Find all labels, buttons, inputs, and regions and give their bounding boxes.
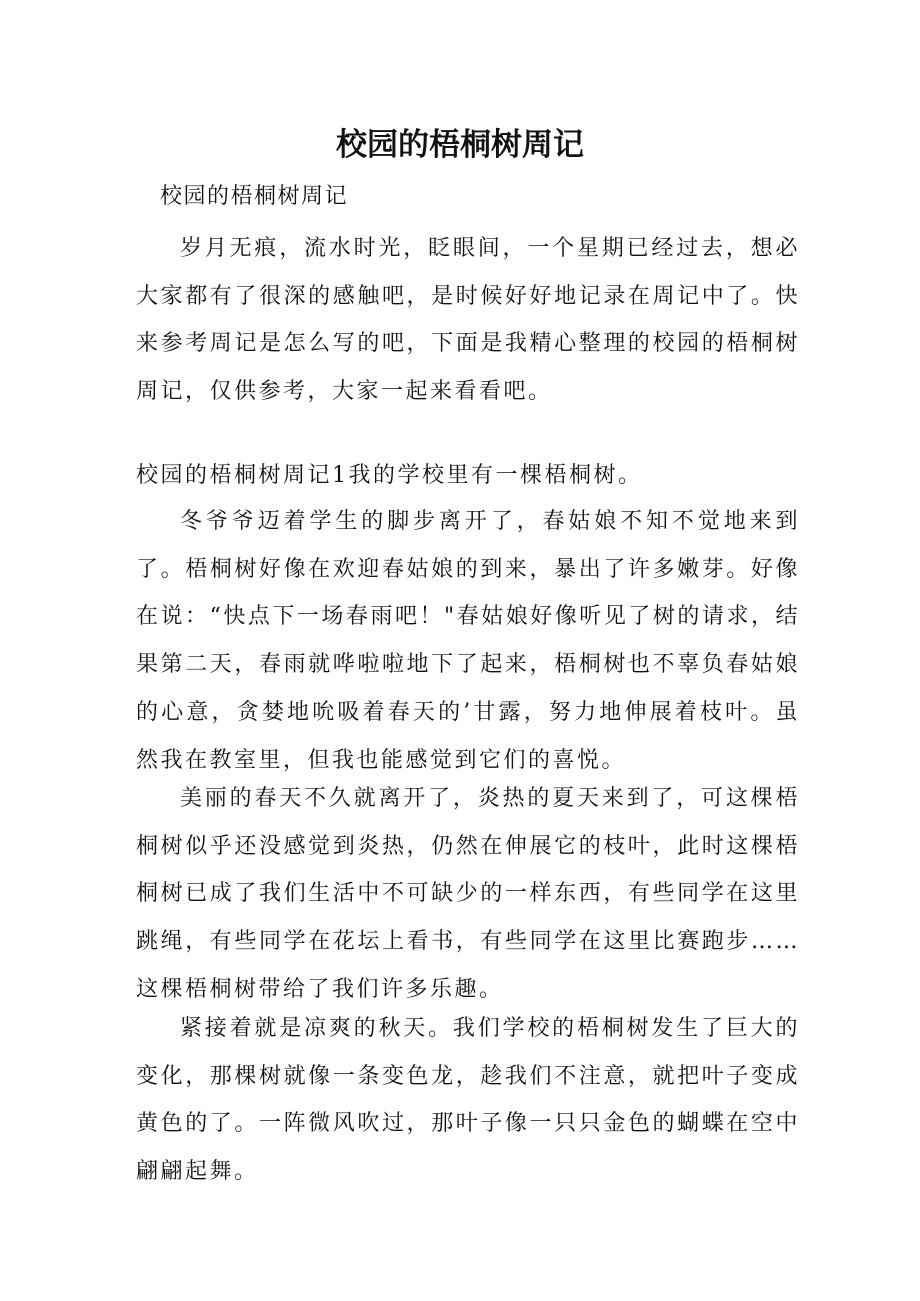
body-paragraph-autumn: 紧接着就是凉爽的秋天。我们学校的梧桐树发生了巨大的变化，那棵树就像一条变色龙，趁我们不注意，就把叶子变成黄色的了。一阵微风吹过，那叶子像一只只金色的蝴蝶在空中翩翩起舞。 [136, 1016, 800, 1185]
document-title: 校园的梧桐树周记 [336, 127, 584, 163]
body-paragraph-summer: 美丽的春天不久就离开了，炎热的夏天来到了，可这棵梧桐树似乎还没感觉到炎热，仍然在伸展它的枝叶，此时这棵梧桐树已成了我们生活中不可缺少的一样东西，有些同学在这里跳绳，有些同学在花坛上看书，有些同学在这里比赛跑步……这棵梧桐树带给了我们许多乐趣。 [136, 786, 800, 1002]
document-subtitle: 校园的梧桐树周记 [160, 184, 349, 209]
body-paragraph-spring: 冬爷爷迈着学生的脚步离开了，春姑娘不知不觉地来到了。梧桐树好像在欢迎春姑娘的到来，暴出了许多嫩芽。好像在说：“快点下一场春雨吧！"春姑娘好像听见了树的请求，结果第二天，春雨就哗啦啦地下了起来，梧桐树也不辜负春姑娘的心意，贪婪地吮吸着春天的’甘露，努力地伸展着枝叶。虽然我在教室里，但我也能感觉到它们的喜悦。 [136, 509, 800, 773]
intro-paragraph: 岁月无痕，流水时光，眨眼间，一个星期已经过去，想必大家都有了很深的感触吧，是时候好好地记录在周记中了。快来参考周记是怎么写的吧，下面是我精心整理的校园的梧桐树周记，仅供参考，大家一起来看看吧。 [136, 236, 800, 405]
section-heading: 校园的梧桐树周记1我的学校里有一棵梧桐树。 [136, 463, 643, 488]
